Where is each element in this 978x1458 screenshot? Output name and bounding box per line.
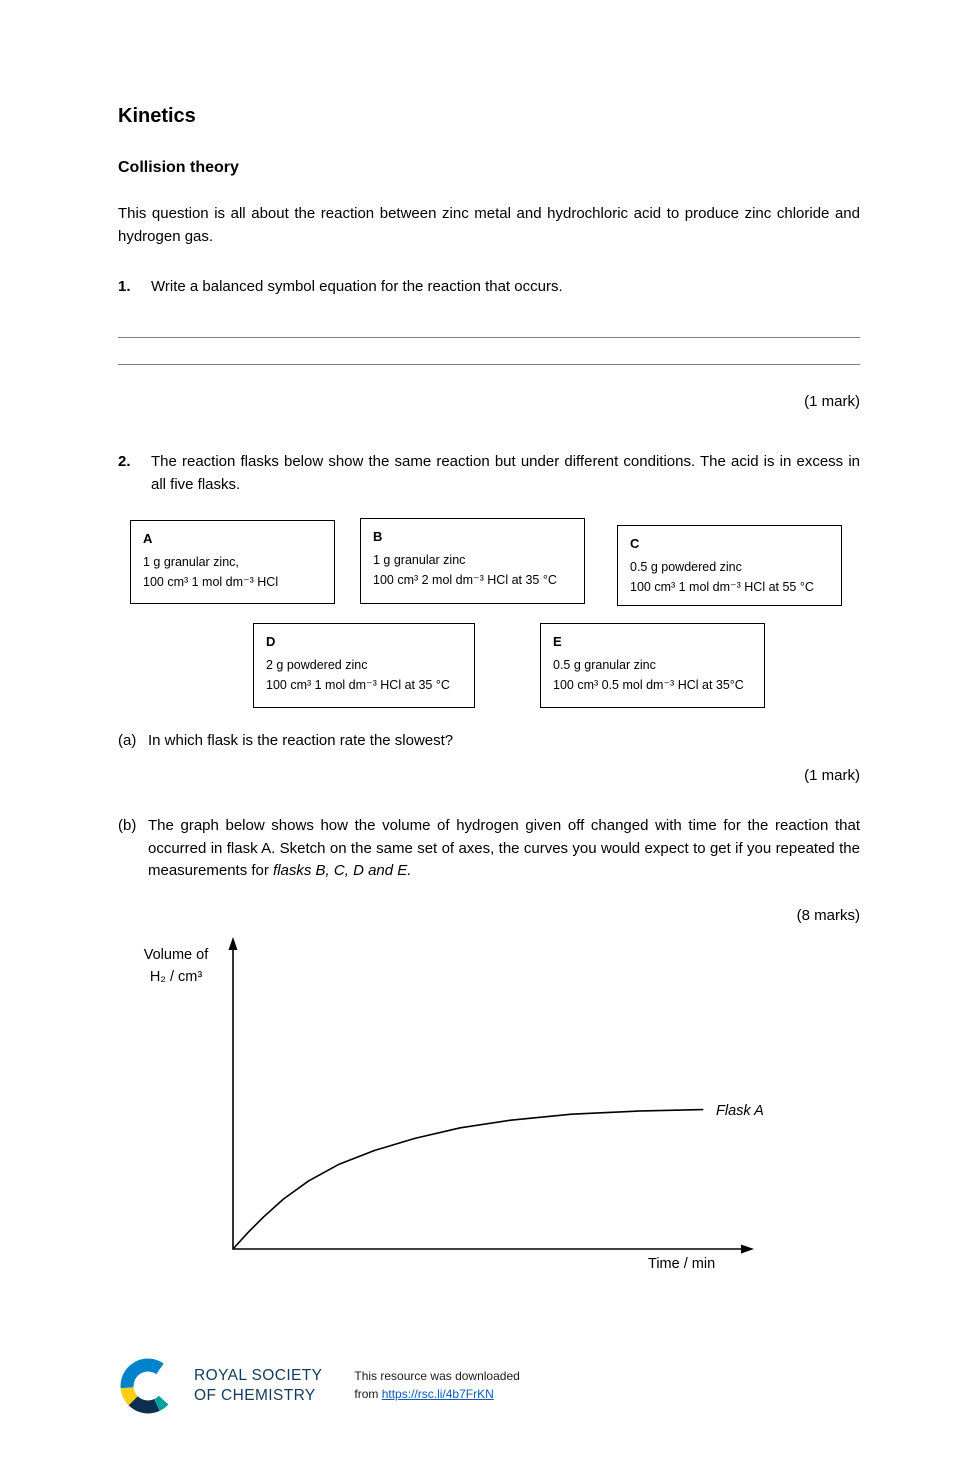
flask-e-label: E [553, 634, 562, 650]
rsc-logo-icon [118, 1354, 180, 1418]
flask-b-line2: 100 cm³ 2 mol dm⁻³ HCl at 35 °C [373, 572, 557, 587]
y-axis-arrow-icon [229, 937, 238, 950]
flask-a-line2: 100 cm³ 1 mol dm⁻³ HCl [143, 574, 279, 589]
y-axis-label-line1: Volume of [143, 947, 209, 964]
question-2b-text-normal: The graph below shows how the volume of hydrogen given off changed with time for the reaction that occurred in flask A. Sketch on the same set of axes, the curves you would expect to get if you repeated the measurements for [148, 817, 860, 880]
flask-a-curve [233, 1110, 703, 1249]
hydrogen-volume-graph [118, 929, 778, 1274]
question-2 [118, 451, 860, 496]
flask-a-curve-label: Flask A [716, 1103, 764, 1120]
question-2b-text [148, 815, 860, 883]
question-2b [118, 815, 860, 883]
rsc-logo-navy-arc [133, 1400, 157, 1406]
resource-link[interactable]: https://rsc.li/4b7FrKN [381, 1386, 494, 1401]
flask-b-line1: 1 g granular zinc [373, 553, 466, 568]
rsc-logo-blue-arc [127, 1365, 160, 1388]
x-axis-arrow-icon [741, 1245, 754, 1254]
flask-c-line1: 0.5 g powdered zinc [630, 560, 742, 575]
footer [118, 1354, 860, 1418]
download-note-line1: This resource was downloaded [354, 1369, 520, 1384]
flask-e-line2: 100 cm³ 0.5 mol dm⁻³ HCl at 35°C [553, 677, 744, 692]
question-1-marks: (1 mark) [804, 392, 860, 410]
flask-a-line1: 1 g granular zinc, [143, 555, 239, 570]
section-subtitle: Collision theory [118, 159, 239, 176]
flask-box-c [617, 525, 842, 606]
flask-box-e [540, 623, 765, 708]
question-1-text: Write a balanced symbol equation for the reaction that occurs. [151, 278, 563, 296]
flask-c-label: C [630, 536, 640, 552]
question-1 [118, 276, 860, 299]
question-2b-marks: (8 marks) [796, 906, 860, 924]
flask-d-line2: 100 cm³ 1 mol dm⁻³ HCl at 35 °C [266, 677, 450, 692]
flask-box-a [130, 520, 335, 604]
intro-paragraph: This question is all about the reaction between zinc metal and hydrochloric acid to produce zinc chloride and hydrogen gas. [118, 205, 860, 245]
flask-a-label: A [143, 531, 153, 547]
flask-d-line1: 2 g powdered zinc [266, 658, 368, 673]
rsc-org-name-line1: ROYAL SOCIETY [194, 1366, 323, 1384]
rsc-org-name-line2: OF CHEMISTRY [194, 1386, 316, 1404]
x-axis-label: Time / min [648, 1256, 716, 1273]
question-2-text: The reaction flasks below show the same reaction but under different conditions. The acid is in excess in all five flasks. [151, 453, 860, 493]
rsc-org-name [194, 1366, 322, 1406]
y-axis-label-line2: H₂ / cm³ [149, 969, 203, 986]
flask-d-label: D [266, 634, 276, 650]
download-note-prefix: from [354, 1386, 382, 1401]
download-note [354, 1368, 519, 1403]
flask-diagram-area [118, 520, 860, 722]
graph-area [118, 929, 860, 1282]
question-1-number: 1. [118, 278, 131, 296]
question-2b-label: (b) [118, 817, 137, 835]
flask-b-label: B [373, 529, 383, 545]
rsc-logo-yellow-arc [127, 1387, 133, 1400]
flask-box-b [360, 518, 585, 604]
download-note-line2 [354, 1386, 519, 1403]
answer-line-2 [118, 364, 860, 365]
flask-box-d [253, 623, 475, 708]
question-2a-label: (a) [118, 732, 137, 750]
page-title: Kinetics [118, 105, 196, 127]
flask-c-line2: 100 cm³ 1 mol dm⁻³ HCl at 55 °C [630, 579, 814, 594]
question-2a-marks: (1 mark) [804, 766, 860, 784]
rsc-logo-teal-arc [157, 1400, 164, 1405]
answer-line-1 [118, 337, 860, 338]
question-2a-text: In which flask is the reaction rate the slowest? [148, 732, 454, 750]
question-2a [118, 730, 860, 753]
flask-e-line1: 0.5 g granular zinc [553, 658, 656, 673]
question-2b-text-italic: flasks B, C, D and E. [273, 862, 412, 880]
question-2-number: 2. [118, 453, 131, 471]
